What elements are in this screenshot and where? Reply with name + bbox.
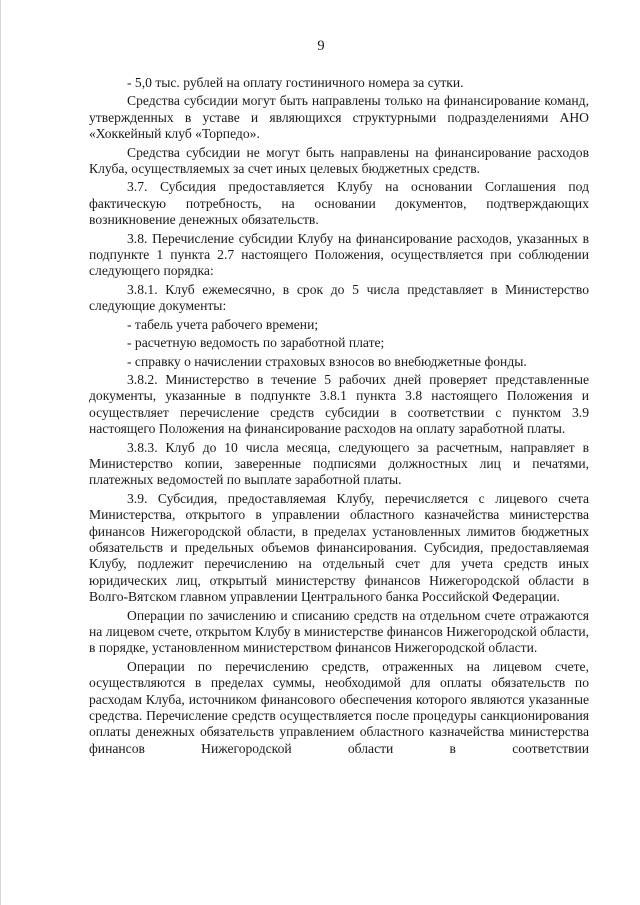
paragraph-3-8-1: 3.8.1. Клуб ежемесячно, в срок до 5 числа представляет в Министерство следующие документы: — [89, 281, 589, 314]
paragraph-3-8-2: 3.8.2. Министерство в течение 5 рабочих дней проверяет представленные документы, указанные в подпункте 3.8.1 пункта 3.8 настоящего Положения и осуществляет перечисление средств субсидии в соответствии с пунктом 3.9 настоящего Положения на финансирование расходов на оплату заработной платы. — [89, 371, 589, 437]
list-item-insurance: - справку о начислении страховых взносов во внебюджетные фонды. — [127, 353, 527, 369]
paragraph-hotel-rate: - 5,0 тыс. рублей на оплату гостиничного номера за сутки. — [127, 75, 464, 90]
paragraph-3-8: 3.8. Перечисление субсидии Клубу на финансирование расходов, указанных в подпункте 1 пункта 2.7 настоящего Положения, осуществляется при соблюдении следующего порядка: — [89, 230, 589, 279]
document-body — [89, 75, 589, 757]
paragraph-subsidy-restriction: Средства субсидии не могут быть направлены на финансирование расходов Клуба, осуществляемых за счет иных целевых бюджетных средств. — [89, 144, 589, 177]
list-item-timesheet: - табель учета рабочего времени; — [127, 316, 319, 332]
paragraph-3-8-3: 3.8.3. Клуб до 10 числа месяца, следующего за расчетным, направляет в Министерство копии, заверенные подписями должностных лиц и печатями, платежных ведомостей по выплате заработной платы. — [89, 439, 589, 488]
paragraph-operations-transfer: Операции по перечислению средств, отраженных на лицевом счете, осуществляются в пределах суммы, необходимой для оплаты обязательств по расходам Клуба, источником финансового обеспечения которого являются указанные средства. Перечисление средств осуществляется после процедуры санкционирования оплаты денежных обязательств управлением областного казначейства министерства финансов Нижегородской области в соответствии — [89, 658, 589, 756]
paragraph-subsidy-teams: Средства субсидии могут быть направлены только на финансирование команд, утвержденных в уставе и являющихся структурными подразделениями АНО «Хоккейный клуб «Торпедо». — [89, 93, 589, 142]
list-item-payroll: - расчетную ведомость по заработной плате; — [127, 335, 385, 351]
paragraph-3-9: 3.9. Субсидия, предоставляемая Клубу, перечисляется с лицевого счета Министерства, открытого в управлении областного казначейства министерства финансов Нижегородской области, в пределах установленных лимитов бюджетных обязательств и предельных объемов финансирования. Субсидия, предоставляемая Клубу, подлежит перечислению на отдельный счет для учета средств иных юридических лиц, открытый министерству финансов Нижегородской области в Волго-Вятском главном управлении Центрального банка Российской Федерации. — [89, 490, 589, 605]
paragraph-operations-accounting: Операции по зачислению и списанию средств на отдельном счете отражаются на лицевом счете, открытом Клубу в министерстве финансов Нижегородской области, в порядке, установленном министерством финансов Нижегородской области. — [89, 607, 589, 656]
paragraph-3-7: 3.7. Субсидия предоставляется Клубу на основании Соглашения под фактическую потребность, на основании документов, подтверждающих возникновение денежных обязательств. — [89, 179, 589, 228]
page-number: 9 — [317, 38, 325, 54]
